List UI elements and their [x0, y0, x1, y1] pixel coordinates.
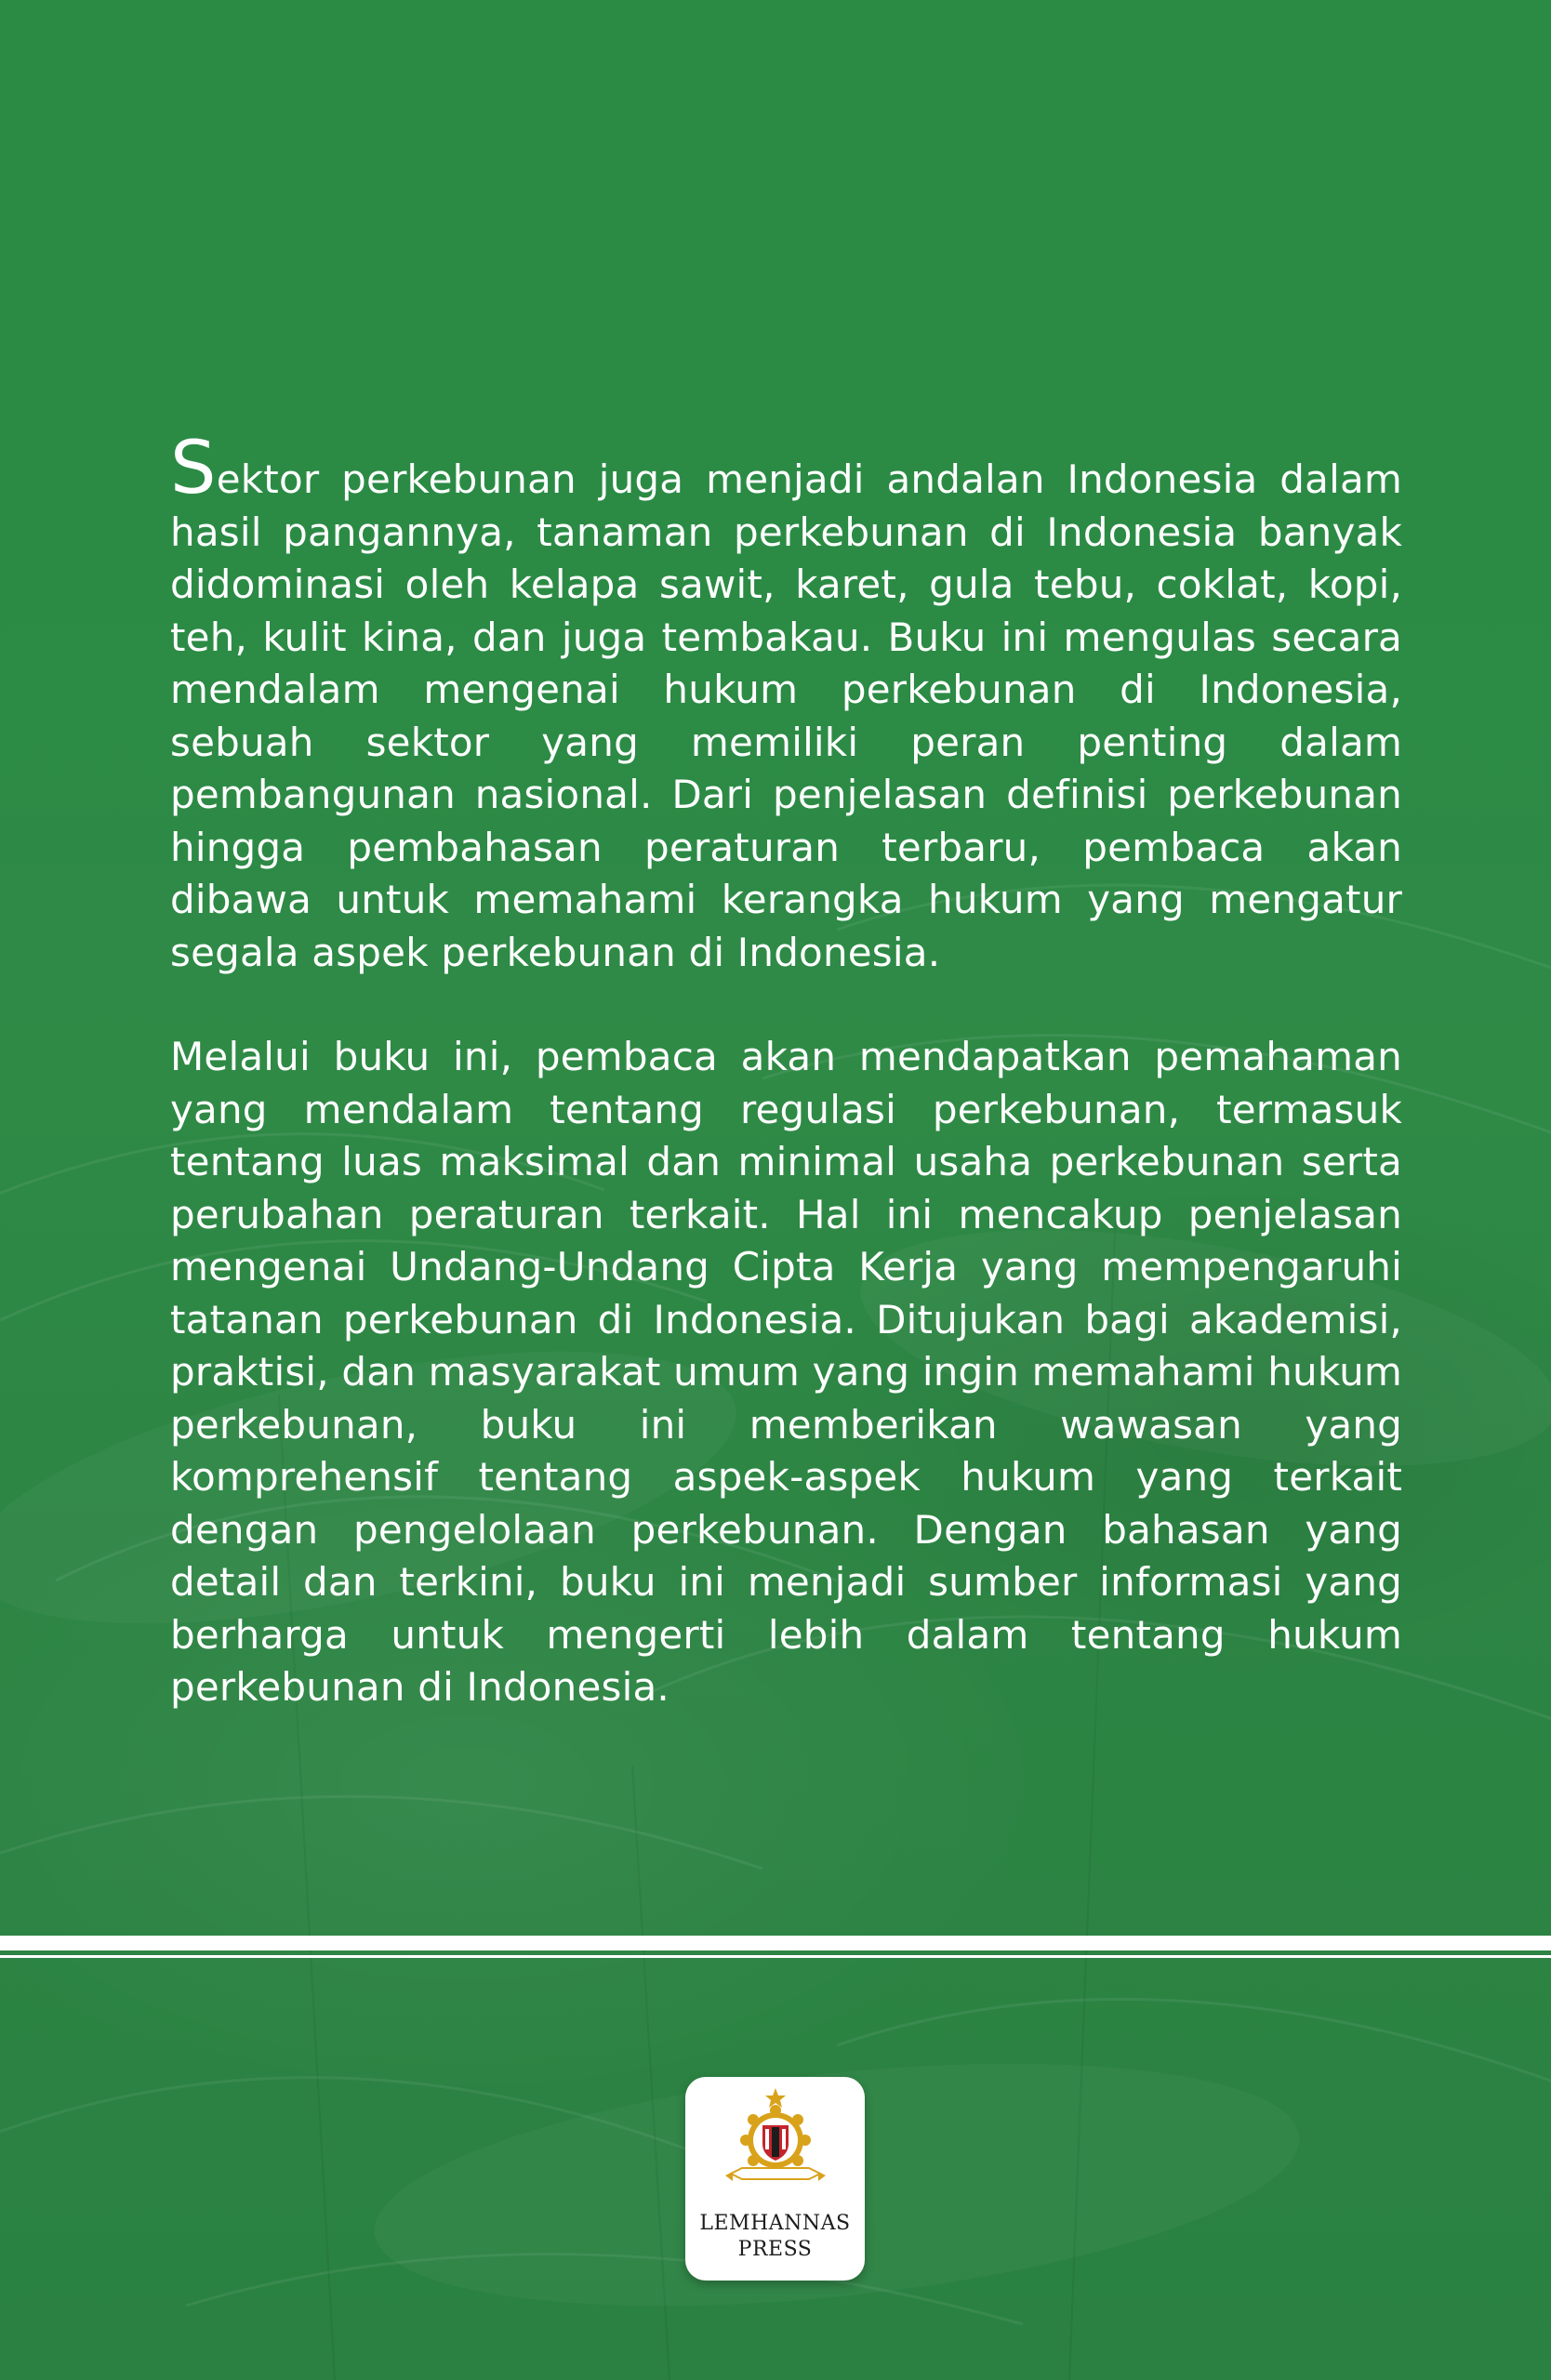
publisher-logo-card: [685, 2077, 865, 2281]
divider-thick: [0, 1936, 1551, 1950]
synopsis-paragraph-1: Sektor perkebunan juga menjadi andalan Indonesia dalam hasil pangannya, tanaman perkebunan di Indonesia banyak didominasi oleh kelapa sawit, karet, gula tebu, coklat, kopi, teh, kulit kina, dan juga tembakau. Buku ini mengulas secara mendalam mengenai hukum perkebunan di Indonesia, sebuah sektor yang memiliki peran penting dalam pembangunan nasional. Dari penjelasan definisi perkebunan hingga pembahasan peraturan terbaru, pembaca akan dibawa untuk memahami kerangka hukum yang mengatur segala aspek perkebunan di Indonesia.: [170, 427, 1402, 975]
divider-thin: [0, 1955, 1551, 1958]
publisher-name: LEMHANNAS: [699, 2212, 851, 2235]
synopsis-paragraph-2: Melalui buku ini, pembaca akan mendapatkan pemahaman yang mendalam tentang regulasi perkebunan, termasuk tentang luas maksimal dan minimal usaha perkebunan serta perubahan peraturan terkait. Hal ini mencakup penjelasan mengenai Undang-Undang Cipta Kerja yang mempengaruhi tatanan perkebunan di Indonesia. Ditujukan bagi akademisi, praktisi, dan masyarakat umum yang ingin memahami hukum perkebunan, buku ini memberikan wawasan yang komprehensif tentang aspek-aspek hukum yang terkait dengan pengelolaan perkebunan. Dengan bahasan yang detail dan terkini, buku ini menjadi sumber informasi yang berharga untuk mengerti lebih dalam tentang hukum perkebunan di Indonesia.: [170, 1034, 1402, 1710]
synopsis-text: [170, 427, 1402, 1714]
lemhannas-emblem-icon: [723, 2086, 828, 2198]
publisher-name-suffix: PRESS: [737, 2238, 813, 2261]
